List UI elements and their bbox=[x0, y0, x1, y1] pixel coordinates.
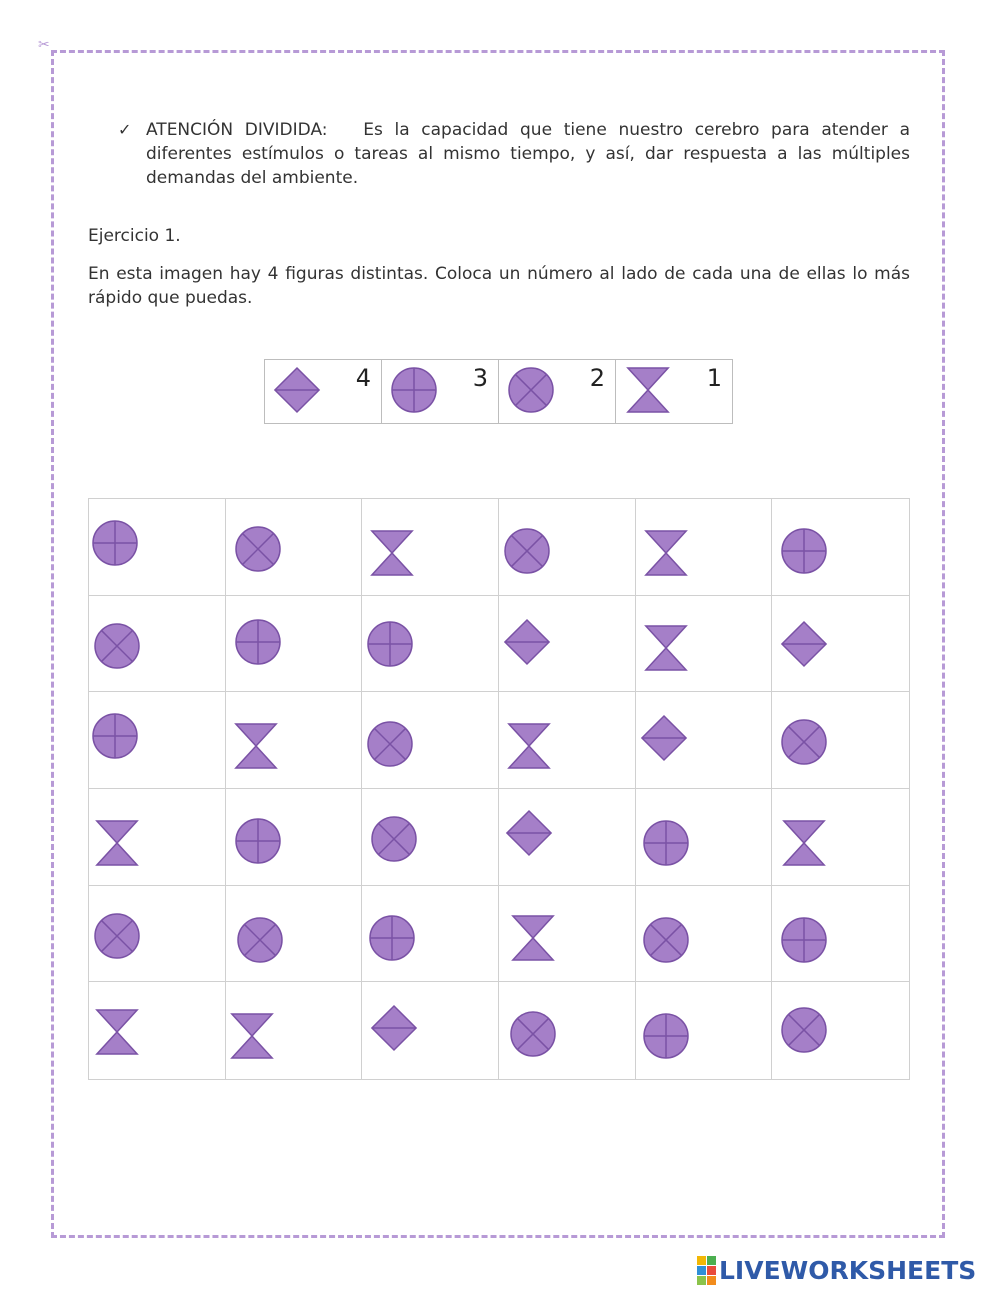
circle-x-icon bbox=[642, 916, 690, 964]
circle-x-icon bbox=[93, 622, 141, 670]
circle-plus-icon bbox=[390, 366, 438, 414]
circle-x-icon bbox=[780, 718, 828, 766]
definition-text: Es la capacidad que tiene nuestro cerebro para atender a diferentes estímulos o tareas al mismo tiempo, y así, dar respuesta a las múltiples demandas del ambiente. bbox=[146, 120, 911, 188]
hourglass-icon bbox=[509, 914, 557, 962]
grid-cell bbox=[499, 596, 636, 693]
circle-x-icon bbox=[366, 720, 414, 768]
grid-cell bbox=[636, 692, 773, 789]
circle-x-icon bbox=[370, 815, 418, 863]
grid-cell bbox=[226, 982, 363, 1079]
legend-shape bbox=[273, 366, 321, 418]
grid-cell bbox=[89, 982, 226, 1079]
legend-number: 3 bbox=[472, 364, 488, 392]
hourglass-icon bbox=[505, 722, 553, 770]
grid-cell bbox=[499, 499, 636, 596]
circle-plus-icon bbox=[91, 712, 139, 760]
circle-plus-icon bbox=[366, 620, 414, 668]
circle-x-icon bbox=[507, 366, 555, 414]
grid-cell bbox=[89, 596, 226, 693]
legend-shape bbox=[624, 366, 672, 418]
grid-cell bbox=[499, 886, 636, 983]
grid-cell bbox=[226, 789, 363, 886]
grid-cell bbox=[362, 886, 499, 983]
circle-x-icon bbox=[503, 527, 551, 575]
diamond-icon bbox=[505, 809, 553, 857]
definition-label: ATENCIÓN DIVIDIDA: bbox=[146, 120, 328, 140]
circle-plus-icon bbox=[780, 527, 828, 575]
brand-name: LIVEWORKSHEETS bbox=[719, 1255, 977, 1285]
grid-cell bbox=[89, 499, 226, 596]
grid-cell bbox=[636, 982, 773, 1079]
legend-cell bbox=[499, 360, 616, 423]
grid-cell bbox=[362, 789, 499, 886]
grid-cell bbox=[636, 789, 773, 886]
diamond-icon bbox=[503, 618, 551, 666]
diamond-icon bbox=[640, 714, 688, 762]
grid-cell bbox=[89, 789, 226, 886]
legend-number: 1 bbox=[706, 364, 722, 392]
exercise-instructions: En esta imagen hay 4 figuras distintas. Coloca un número al lado de cada una de ellas lo más rápido que puedas. bbox=[88, 264, 910, 308]
grid-cell bbox=[499, 982, 636, 1079]
circle-plus-icon bbox=[642, 1012, 690, 1060]
grid-cell bbox=[772, 499, 909, 596]
grid-cell bbox=[499, 692, 636, 789]
scissors-icon: ✂ bbox=[38, 37, 50, 53]
definition-paragraph bbox=[118, 118, 910, 190]
legend-cell bbox=[382, 360, 499, 423]
circle-plus-icon bbox=[642, 819, 690, 867]
grid-cell bbox=[362, 499, 499, 596]
circle-x-icon bbox=[509, 1010, 557, 1058]
circle-x-icon bbox=[236, 916, 284, 964]
grid-cell bbox=[89, 886, 226, 983]
legend-shape bbox=[507, 366, 555, 418]
circle-plus-icon bbox=[234, 817, 282, 865]
hourglass-icon bbox=[780, 819, 828, 867]
circle-plus-icon bbox=[234, 618, 282, 666]
hourglass-icon bbox=[232, 722, 280, 770]
hourglass-icon bbox=[228, 1012, 276, 1060]
legend-number: 2 bbox=[589, 364, 605, 392]
grid-cell bbox=[226, 596, 363, 693]
grid-cell bbox=[362, 596, 499, 693]
grid-cell bbox=[226, 499, 363, 596]
grid-cell bbox=[772, 596, 909, 693]
circle-x-icon bbox=[93, 912, 141, 960]
legend-table bbox=[264, 359, 733, 424]
hourglass-icon bbox=[368, 529, 416, 577]
logo-blocks-icon bbox=[697, 1256, 716, 1285]
grid-cell bbox=[772, 692, 909, 789]
shape-grid bbox=[88, 498, 910, 1080]
hourglass-icon bbox=[642, 529, 690, 577]
grid-cell bbox=[362, 982, 499, 1079]
grid-cell bbox=[772, 982, 909, 1079]
diamond-icon bbox=[370, 1004, 418, 1052]
grid-cell bbox=[636, 596, 773, 693]
checkmark-icon: ✓ bbox=[118, 120, 132, 139]
circle-plus-icon bbox=[368, 914, 416, 962]
circle-plus-icon bbox=[780, 916, 828, 964]
circle-x-icon bbox=[234, 525, 282, 573]
grid-cell bbox=[226, 886, 363, 983]
grid-cell bbox=[772, 886, 909, 983]
legend-shape bbox=[390, 366, 438, 418]
legend-cell bbox=[265, 360, 382, 423]
legend-cell bbox=[616, 360, 732, 423]
hourglass-icon bbox=[642, 624, 690, 672]
grid-cell bbox=[772, 789, 909, 886]
circle-plus-icon bbox=[91, 519, 139, 567]
hourglass-icon bbox=[93, 1008, 141, 1056]
circle-x-icon bbox=[780, 1006, 828, 1054]
exercise-title: Ejercicio 1. bbox=[88, 226, 181, 246]
diamond-icon bbox=[780, 620, 828, 668]
hourglass-icon bbox=[93, 819, 141, 867]
grid-cell bbox=[89, 692, 226, 789]
grid-cell bbox=[636, 499, 773, 596]
grid-cell bbox=[362, 692, 499, 789]
hourglass-icon bbox=[624, 366, 672, 414]
grid-cell bbox=[499, 789, 636, 886]
legend-number: 4 bbox=[355, 364, 371, 392]
grid-cell bbox=[226, 692, 363, 789]
diamond-icon bbox=[273, 366, 321, 414]
liveworksheets-logo bbox=[697, 1255, 976, 1285]
grid-cell bbox=[636, 886, 773, 983]
